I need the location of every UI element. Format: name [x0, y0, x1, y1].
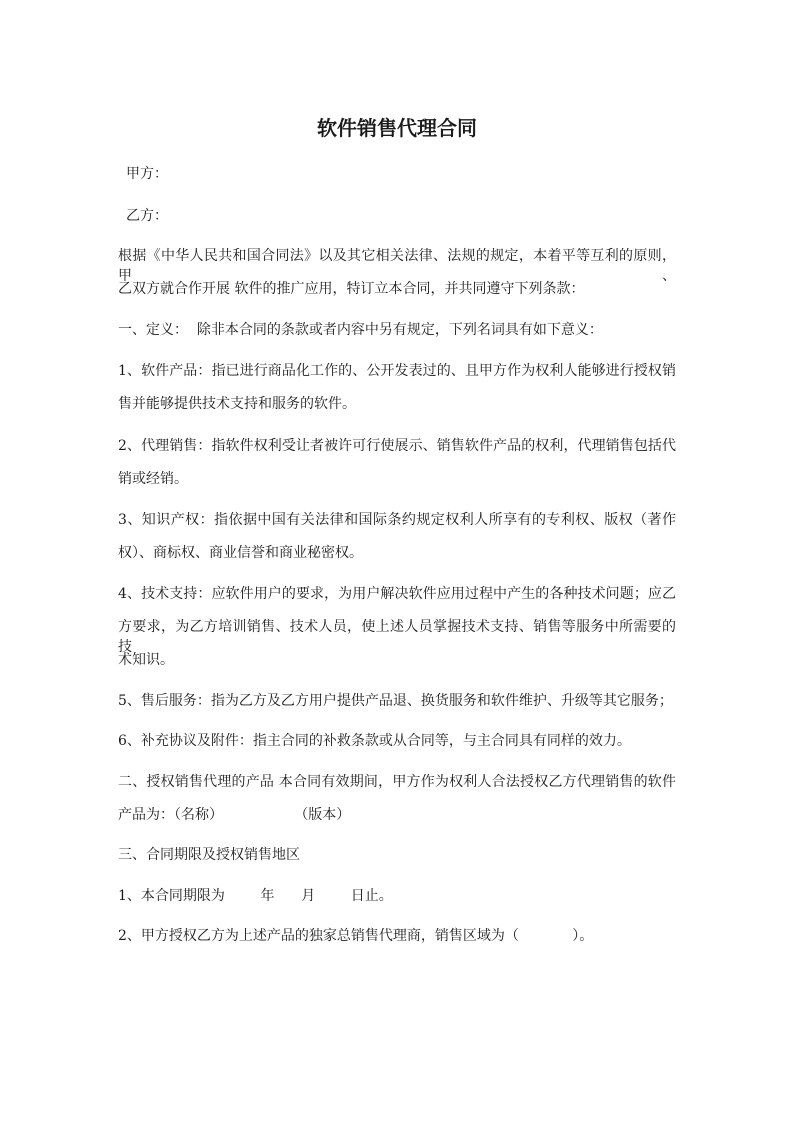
definition-line: 1、软件产品：指已进行商品化工作的、公开发表过的、且甲方作为权利人能够进行授权销 [118, 363, 676, 379]
definition-line: 6、补充协议及附件：指主合同的补救条款或从合同等，与主合同具有同样的效力。 [118, 733, 631, 749]
definition-line: 权）、商标权、商业信誉和商业秘密权。 [118, 545, 363, 561]
definition-line: 5、售后服务：指为乙方及乙方用户提供产品退、换货服务和软件维护、升级等其它服务； [118, 693, 673, 709]
section-3-heading: 三、合同期限及授权销售地区 [118, 847, 300, 863]
party-a-label: 甲方： [126, 166, 168, 182]
definition-line: 销或经销。 [118, 471, 188, 487]
section-3-item: 2、甲方授权乙方为上述产品的独家总销售代理商，销售区域为（ ）。 [118, 928, 594, 944]
section-2-line: 二、授权销售代理的产品 本合同有效期间，甲方作为权利人合法授权乙方代理销售的软件 [118, 774, 676, 790]
intro-line: 乙双方就合作开展 软件的推广应用，特订立本合同，并共同遵守下列条款： [118, 281, 585, 297]
section-2-line: 产品为：（名称） （版本） [118, 807, 351, 823]
definition-line: 2、代理销售：指软件权利受让者被许可行使展示、销售软件产品的权利，代理销售包括代 [118, 438, 676, 454]
party-b-label: 乙方： [126, 208, 168, 224]
definition-line: 方要求，为乙方培训销售、技术人员，使上述人员掌握技术支持、销售等服务中所需要的技 [118, 619, 676, 655]
definition-line: 4、技术支持：应软件用户的要求，为用户解决软件应用过程中产生的各种技术问题；应乙 [118, 586, 676, 602]
section-3-item: 1、本合同期限为 年 月 日止。 [118, 888, 393, 904]
intro-line: 根据《中华人民共和国合同法》以及其它相关法律、法规的规定，本着平等互利的原则，甲、 [118, 248, 676, 284]
section-1-heading: 一、定义： 除非本合同的条款或者内容中另有规定，下列名词具有如下意义： [118, 322, 603, 338]
definition-line: 售并能够提供技术支持和服务的软件。 [118, 396, 356, 412]
definition-line: 术知识。 [118, 652, 174, 668]
document-title: 软件销售代理合同 [317, 116, 477, 140]
definition-line: 3、知识产权：指依据中国有关法律和国际条约规定权利人所享有的专利权、版权（著作 [118, 512, 676, 528]
